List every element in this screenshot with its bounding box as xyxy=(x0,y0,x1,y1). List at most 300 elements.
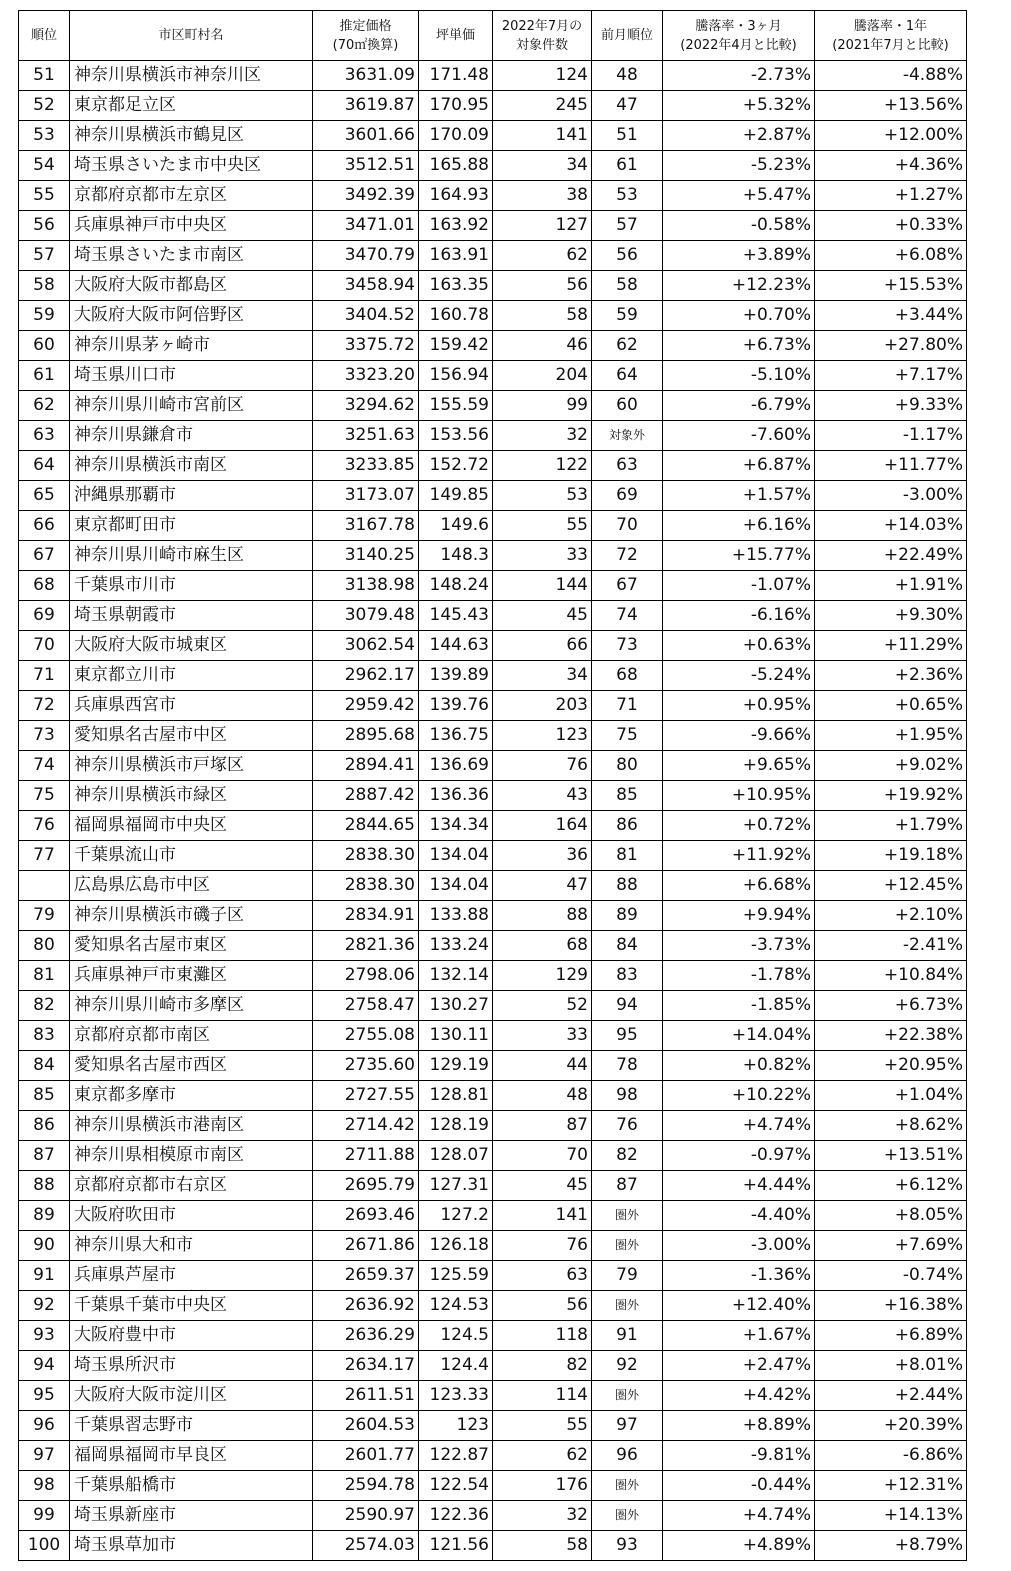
cell-prev-rank: 圏外 xyxy=(592,1231,663,1261)
cell-case-count: 66 xyxy=(493,631,592,661)
cell-rate-1y: +13.51% xyxy=(815,1141,967,1171)
cell-estimated-price: 3079.48 xyxy=(313,601,419,631)
cell-rank: 73 xyxy=(19,721,70,751)
cell-estimated-price: 2735.60 xyxy=(313,1051,419,1081)
header-tsubo: 坪単価 xyxy=(419,11,493,61)
cell-rate-1y: +12.00% xyxy=(815,121,967,151)
cell-municipality: 神奈川県川崎市麻生区 xyxy=(70,541,313,571)
cell-rate-3m: -6.79% xyxy=(663,391,815,421)
cell-estimated-price: 2838.30 xyxy=(313,841,419,871)
table-row xyxy=(19,271,967,301)
cell-municipality: 神奈川県川崎市宮前区 xyxy=(70,391,313,421)
cell-rate-3m: -9.66% xyxy=(663,721,815,751)
cell-rank: 76 xyxy=(19,811,70,841)
cell-municipality: 埼玉県草加市 xyxy=(70,1531,313,1561)
cell-rate-3m: +2.87% xyxy=(663,121,815,151)
cell-prev-rank: 87 xyxy=(592,1171,663,1201)
cell-rate-3m: +9.65% xyxy=(663,751,815,781)
header-rate-3m: 騰落率・3ヶ月 (2022年4月と比較) xyxy=(663,11,815,61)
cell-case-count: 45 xyxy=(493,1171,592,1201)
cell-rate-1y: -2.41% xyxy=(815,931,967,961)
cell-estimated-price: 2671.86 xyxy=(313,1231,419,1261)
cell-rate-3m: +4.74% xyxy=(663,1111,815,1141)
cell-estimated-price: 2714.42 xyxy=(313,1111,419,1141)
cell-rank: 97 xyxy=(19,1441,70,1471)
cell-rate-3m: +0.63% xyxy=(663,631,815,661)
cell-prev-rank: 95 xyxy=(592,1021,663,1051)
cell-municipality: 東京都立川市 xyxy=(70,661,313,691)
cell-rate-3m: +2.47% xyxy=(663,1351,815,1381)
cell-rank: 52 xyxy=(19,91,70,121)
cell-tsubo-price: 164.93 xyxy=(419,181,493,211)
cell-rate-1y: +20.95% xyxy=(815,1051,967,1081)
cell-prev-rank: 対象外 xyxy=(592,421,663,451)
table-row xyxy=(19,151,967,181)
cell-rate-1y: -3.00% xyxy=(815,481,967,511)
cell-estimated-price: 2590.97 xyxy=(313,1501,419,1531)
cell-rate-1y: -4.88% xyxy=(815,61,967,91)
cell-rate-3m: -1.85% xyxy=(663,991,815,1021)
cell-rank: 74 xyxy=(19,751,70,781)
cell-prev-rank: 63 xyxy=(592,451,663,481)
cell-tsubo-price: 124.4 xyxy=(419,1351,493,1381)
cell-rank: 99 xyxy=(19,1501,70,1531)
cell-municipality: 埼玉県朝霞市 xyxy=(70,601,313,631)
cell-case-count: 46 xyxy=(493,331,592,361)
cell-prev-rank: 62 xyxy=(592,331,663,361)
cell-tsubo-price: 124.5 xyxy=(419,1321,493,1351)
cell-rate-1y: +8.01% xyxy=(815,1351,967,1381)
cell-municipality: 神奈川県川崎市多摩区 xyxy=(70,991,313,1021)
cell-prev-rank: 97 xyxy=(592,1411,663,1441)
cell-estimated-price: 2636.29 xyxy=(313,1321,419,1351)
table-row xyxy=(19,1291,967,1321)
cell-tsubo-price: 127.2 xyxy=(419,1201,493,1231)
cell-estimated-price: 3062.54 xyxy=(313,631,419,661)
cell-rank: 55 xyxy=(19,181,70,211)
cell-rate-1y: +12.45% xyxy=(815,871,967,901)
table-row xyxy=(19,661,967,691)
cell-case-count: 44 xyxy=(493,1051,592,1081)
cell-rank: 70 xyxy=(19,631,70,661)
cell-case-count: 141 xyxy=(493,121,592,151)
cell-rank: 56 xyxy=(19,211,70,241)
cell-municipality: 福岡県福岡市中央区 xyxy=(70,811,313,841)
table-row xyxy=(19,481,967,511)
cell-tsubo-price: 145.43 xyxy=(419,601,493,631)
cell-municipality: 埼玉県新座市 xyxy=(70,1501,313,1531)
cell-case-count: 123 xyxy=(493,721,592,751)
cell-estimated-price: 2887.42 xyxy=(313,781,419,811)
cell-case-count: 122 xyxy=(493,451,592,481)
cell-municipality: 福岡県福岡市早良区 xyxy=(70,1441,313,1471)
header-row xyxy=(19,11,967,61)
cell-estimated-price: 3601.66 xyxy=(313,121,419,151)
cell-case-count: 36 xyxy=(493,841,592,871)
cell-prev-rank: 68 xyxy=(592,661,663,691)
cell-rank: 64 xyxy=(19,451,70,481)
cell-rank: 82 xyxy=(19,991,70,1021)
cell-rate-1y: +2.36% xyxy=(815,661,967,691)
cell-case-count: 48 xyxy=(493,1081,592,1111)
cell-rank: 95 xyxy=(19,1381,70,1411)
table-row xyxy=(19,901,967,931)
cell-prev-rank: 60 xyxy=(592,391,663,421)
cell-rate-1y: +9.33% xyxy=(815,391,967,421)
cell-rank: 62 xyxy=(19,391,70,421)
cell-rank: 66 xyxy=(19,511,70,541)
cell-prev-rank: 57 xyxy=(592,211,663,241)
cell-municipality: 千葉県習志野市 xyxy=(70,1411,313,1441)
table-row xyxy=(19,841,967,871)
header-prev-rank: 前月順位 xyxy=(592,11,663,61)
cell-rate-1y: -6.86% xyxy=(815,1441,967,1471)
cell-rate-1y: -1.17% xyxy=(815,421,967,451)
cell-estimated-price: 3375.72 xyxy=(313,331,419,361)
cell-tsubo-price: 163.92 xyxy=(419,211,493,241)
cell-rank: 80 xyxy=(19,931,70,961)
cell-prev-rank: 76 xyxy=(592,1111,663,1141)
cell-prev-rank: 58 xyxy=(592,271,663,301)
header-rank: 順位 xyxy=(19,11,70,61)
cell-estimated-price: 2834.91 xyxy=(313,901,419,931)
cell-rank: 79 xyxy=(19,901,70,931)
cell-case-count: 56 xyxy=(493,271,592,301)
cell-rate-1y: +11.29% xyxy=(815,631,967,661)
cell-estimated-price: 3512.51 xyxy=(313,151,419,181)
cell-tsubo-price: 155.59 xyxy=(419,391,493,421)
table-row xyxy=(19,751,967,781)
cell-estimated-price: 3138.98 xyxy=(313,571,419,601)
cell-case-count: 43 xyxy=(493,781,592,811)
cell-prev-rank: 53 xyxy=(592,181,663,211)
cell-municipality: 東京都足立区 xyxy=(70,91,313,121)
cell-rank: 72 xyxy=(19,691,70,721)
cell-municipality: 神奈川県横浜市神奈川区 xyxy=(70,61,313,91)
header-rate-1y: 騰落率・1年 (2021年7月と比較) xyxy=(815,11,967,61)
table-row xyxy=(19,1411,967,1441)
cell-rank: 81 xyxy=(19,961,70,991)
cell-prev-rank: 88 xyxy=(592,871,663,901)
cell-case-count: 55 xyxy=(493,1411,592,1441)
ranking-table xyxy=(18,10,967,1561)
cell-rate-3m: +3.89% xyxy=(663,241,815,271)
cell-case-count: 76 xyxy=(493,1231,592,1261)
cell-estimated-price: 3492.39 xyxy=(313,181,419,211)
cell-tsubo-price: 171.48 xyxy=(419,61,493,91)
cell-rate-1y: +0.65% xyxy=(815,691,967,721)
cell-tsubo-price: 148.3 xyxy=(419,541,493,571)
cell-estimated-price: 2693.46 xyxy=(313,1201,419,1231)
table-row xyxy=(19,361,967,391)
cell-rank: 63 xyxy=(19,421,70,451)
cell-municipality: 京都府京都市左京区 xyxy=(70,181,313,211)
cell-tsubo-price: 170.95 xyxy=(419,91,493,121)
cell-tsubo-price: 124.53 xyxy=(419,1291,493,1321)
cell-tsubo-price: 170.09 xyxy=(419,121,493,151)
cell-rate-1y: +6.73% xyxy=(815,991,967,1021)
cell-rate-1y: +2.10% xyxy=(815,901,967,931)
cell-prev-rank: 70 xyxy=(592,511,663,541)
table-row xyxy=(19,631,967,661)
cell-municipality: 神奈川県相模原市南区 xyxy=(70,1141,313,1171)
table-row xyxy=(19,1351,967,1381)
cell-rate-1y: +27.80% xyxy=(815,331,967,361)
cell-rate-3m: +12.23% xyxy=(663,271,815,301)
cell-case-count: 82 xyxy=(493,1351,592,1381)
cell-rate-3m: -1.78% xyxy=(663,961,815,991)
cell-prev-rank: 92 xyxy=(592,1351,663,1381)
cell-prev-rank: 84 xyxy=(592,931,663,961)
table-row xyxy=(19,181,967,211)
cell-estimated-price: 3167.78 xyxy=(313,511,419,541)
cell-rate-3m: +10.22% xyxy=(663,1081,815,1111)
cell-case-count: 33 xyxy=(493,1021,592,1051)
cell-prev-rank: 圏外 xyxy=(592,1381,663,1411)
cell-prev-rank: 82 xyxy=(592,1141,663,1171)
cell-case-count: 176 xyxy=(493,1471,592,1501)
cell-rate-1y: +14.13% xyxy=(815,1501,967,1531)
cell-rank: 100 xyxy=(19,1531,70,1561)
cell-rate-3m: -9.81% xyxy=(663,1441,815,1471)
table-row xyxy=(19,1501,967,1531)
table-row xyxy=(19,511,967,541)
cell-rate-3m: -3.73% xyxy=(663,931,815,961)
cell-prev-rank: 72 xyxy=(592,541,663,571)
header-cases: 2022年7月の 対象件数 xyxy=(493,11,592,61)
cell-rate-1y: +2.44% xyxy=(815,1381,967,1411)
cell-rate-3m: +8.89% xyxy=(663,1411,815,1441)
cell-municipality: 千葉県市川市 xyxy=(70,571,313,601)
table-row xyxy=(19,1321,967,1351)
cell-rate-3m: -6.16% xyxy=(663,601,815,631)
cell-rank: 68 xyxy=(19,571,70,601)
cell-rate-1y: +19.18% xyxy=(815,841,967,871)
table-row xyxy=(19,1171,967,1201)
cell-rate-3m: +5.47% xyxy=(663,181,815,211)
cell-estimated-price: 2636.92 xyxy=(313,1291,419,1321)
cell-rate-1y: +22.49% xyxy=(815,541,967,571)
cell-rate-1y: +6.08% xyxy=(815,241,967,271)
cell-estimated-price: 2711.88 xyxy=(313,1141,419,1171)
cell-estimated-price: 3233.85 xyxy=(313,451,419,481)
cell-rate-3m: -1.07% xyxy=(663,571,815,601)
cell-estimated-price: 2755.08 xyxy=(313,1021,419,1051)
cell-prev-rank: 83 xyxy=(592,961,663,991)
cell-tsubo-price: 165.88 xyxy=(419,151,493,181)
cell-rate-1y: +16.38% xyxy=(815,1291,967,1321)
cell-municipality: 埼玉県川口市 xyxy=(70,361,313,391)
cell-municipality: 大阪府吹田市 xyxy=(70,1201,313,1231)
cell-tsubo-price: 139.76 xyxy=(419,691,493,721)
cell-municipality: 神奈川県横浜市南区 xyxy=(70,451,313,481)
cell-prev-rank: 71 xyxy=(592,691,663,721)
cell-rate-1y: -0.74% xyxy=(815,1261,967,1291)
cell-case-count: 62 xyxy=(493,1441,592,1471)
cell-tsubo-price: 149.6 xyxy=(419,511,493,541)
cell-estimated-price: 2611.51 xyxy=(313,1381,419,1411)
cell-rate-3m: +4.44% xyxy=(663,1171,815,1201)
cell-case-count: 38 xyxy=(493,181,592,211)
cell-tsubo-price: 139.89 xyxy=(419,661,493,691)
table-row xyxy=(19,301,967,331)
cell-municipality: 広島県広島市中区 xyxy=(70,871,313,901)
table-row xyxy=(19,871,967,901)
cell-prev-rank: 69 xyxy=(592,481,663,511)
header-price: 推定価格 (70㎡換算) xyxy=(313,11,419,61)
cell-tsubo-price: 132.14 xyxy=(419,961,493,991)
cell-prev-rank: 48 xyxy=(592,61,663,91)
cell-prev-rank: 78 xyxy=(592,1051,663,1081)
cell-tsubo-price: 136.75 xyxy=(419,721,493,751)
table-row xyxy=(19,1081,967,1111)
cell-prev-rank: 94 xyxy=(592,991,663,1021)
cell-municipality: 神奈川県横浜市鶴見区 xyxy=(70,121,313,151)
cell-rank: 77 xyxy=(19,841,70,871)
cell-case-count: 129 xyxy=(493,961,592,991)
cell-rank: 60 xyxy=(19,331,70,361)
cell-prev-rank: 75 xyxy=(592,721,663,751)
cell-case-count: 124 xyxy=(493,61,592,91)
cell-municipality: 千葉県船橋市 xyxy=(70,1471,313,1501)
cell-estimated-price: 2962.17 xyxy=(313,661,419,691)
cell-tsubo-price: 128.07 xyxy=(419,1141,493,1171)
table-row xyxy=(19,1141,967,1171)
cell-rate-3m: +6.73% xyxy=(663,331,815,361)
cell-rank: 86 xyxy=(19,1111,70,1141)
cell-case-count: 99 xyxy=(493,391,592,421)
cell-rate-1y: +1.27% xyxy=(815,181,967,211)
cell-rank: 51 xyxy=(19,61,70,91)
cell-prev-rank: 61 xyxy=(592,151,663,181)
cell-rate-1y: +8.62% xyxy=(815,1111,967,1141)
cell-rate-3m: -2.73% xyxy=(663,61,815,91)
cell-estimated-price: 3323.20 xyxy=(313,361,419,391)
cell-rank: 65 xyxy=(19,481,70,511)
cell-estimated-price: 3470.79 xyxy=(313,241,419,271)
cell-tsubo-price: 149.85 xyxy=(419,481,493,511)
cell-prev-rank: 59 xyxy=(592,301,663,331)
cell-rate-3m: +6.87% xyxy=(663,451,815,481)
cell-rate-3m: -0.58% xyxy=(663,211,815,241)
cell-prev-rank: 圏外 xyxy=(592,1471,663,1501)
table-row xyxy=(19,541,967,571)
cell-tsubo-price: 144.63 xyxy=(419,631,493,661)
cell-municipality: 大阪府大阪市阿倍野区 xyxy=(70,301,313,331)
cell-tsubo-price: 134.04 xyxy=(419,841,493,871)
cell-tsubo-price: 153.56 xyxy=(419,421,493,451)
cell-rank: 84 xyxy=(19,1051,70,1081)
table-row xyxy=(19,61,967,91)
cell-prev-rank: 73 xyxy=(592,631,663,661)
cell-case-count: 141 xyxy=(493,1201,592,1231)
cell-prev-rank: 93 xyxy=(592,1531,663,1561)
cell-prev-rank: 圏外 xyxy=(592,1201,663,1231)
cell-estimated-price: 2959.42 xyxy=(313,691,419,721)
cell-rate-3m: +10.95% xyxy=(663,781,815,811)
cell-case-count: 55 xyxy=(493,511,592,541)
cell-municipality: 大阪府大阪市都島区 xyxy=(70,271,313,301)
cell-prev-rank: 89 xyxy=(592,901,663,931)
cell-case-count: 87 xyxy=(493,1111,592,1141)
cell-rank: 93 xyxy=(19,1321,70,1351)
cell-tsubo-price: 133.24 xyxy=(419,931,493,961)
cell-municipality: 神奈川県横浜市戸塚区 xyxy=(70,751,313,781)
table-row xyxy=(19,1531,967,1561)
cell-rate-3m: -4.40% xyxy=(663,1201,815,1231)
cell-municipality: 東京都町田市 xyxy=(70,511,313,541)
table-row xyxy=(19,571,967,601)
table-row xyxy=(19,1261,967,1291)
table-row xyxy=(19,1471,967,1501)
cell-estimated-price: 2838.30 xyxy=(313,871,419,901)
cell-rate-3m: -0.97% xyxy=(663,1141,815,1171)
table-row xyxy=(19,391,967,421)
table-row xyxy=(19,451,967,481)
cell-tsubo-price: 130.27 xyxy=(419,991,493,1021)
cell-case-count: 45 xyxy=(493,601,592,631)
cell-tsubo-price: 133.88 xyxy=(419,901,493,931)
cell-rate-3m: +12.40% xyxy=(663,1291,815,1321)
cell-case-count: 144 xyxy=(493,571,592,601)
table-row xyxy=(19,931,967,961)
header-name: 市区町村名 xyxy=(70,11,313,61)
cell-rate-1y: +12.31% xyxy=(815,1471,967,1501)
cell-municipality: 神奈川県大和市 xyxy=(70,1231,313,1261)
cell-tsubo-price: 129.19 xyxy=(419,1051,493,1081)
cell-estimated-price: 2695.79 xyxy=(313,1171,419,1201)
cell-municipality: 千葉県流山市 xyxy=(70,841,313,871)
table-row xyxy=(19,331,967,361)
cell-estimated-price: 2659.37 xyxy=(313,1261,419,1291)
cell-tsubo-price: 123 xyxy=(419,1411,493,1441)
cell-prev-rank: 56 xyxy=(592,241,663,271)
cell-municipality: 埼玉県所沢市 xyxy=(70,1351,313,1381)
cell-rate-1y: +14.03% xyxy=(815,511,967,541)
cell-municipality: 京都府京都市南区 xyxy=(70,1021,313,1051)
cell-rank: 92 xyxy=(19,1291,70,1321)
cell-rate-1y: +19.92% xyxy=(815,781,967,811)
cell-prev-rank: 98 xyxy=(592,1081,663,1111)
cell-estimated-price: 2758.47 xyxy=(313,991,419,1021)
cell-rank: 71 xyxy=(19,661,70,691)
cell-tsubo-price: 130.11 xyxy=(419,1021,493,1051)
cell-estimated-price: 3251.63 xyxy=(313,421,419,451)
table-row xyxy=(19,241,967,271)
cell-tsubo-price: 159.42 xyxy=(419,331,493,361)
cell-rate-3m: +1.57% xyxy=(663,481,815,511)
cell-case-count: 118 xyxy=(493,1321,592,1351)
cell-estimated-price: 2604.53 xyxy=(313,1411,419,1441)
table-row xyxy=(19,601,967,631)
cell-municipality: 愛知県名古屋市東区 xyxy=(70,931,313,961)
cell-prev-rank: 85 xyxy=(592,781,663,811)
cell-rank: 85 xyxy=(19,1081,70,1111)
cell-prev-rank: 91 xyxy=(592,1321,663,1351)
cell-rate-1y: +3.44% xyxy=(815,301,967,331)
cell-tsubo-price: 122.87 xyxy=(419,1441,493,1471)
table-row xyxy=(19,721,967,751)
cell-case-count: 53 xyxy=(493,481,592,511)
cell-rate-1y: +7.69% xyxy=(815,1231,967,1261)
cell-rate-3m: +6.16% xyxy=(663,511,815,541)
table-row xyxy=(19,811,967,841)
cell-rate-1y: +9.30% xyxy=(815,601,967,631)
table-row xyxy=(19,781,967,811)
table-row xyxy=(19,1111,967,1141)
cell-rate-3m: +11.92% xyxy=(663,841,815,871)
cell-case-count: 58 xyxy=(493,1531,592,1561)
